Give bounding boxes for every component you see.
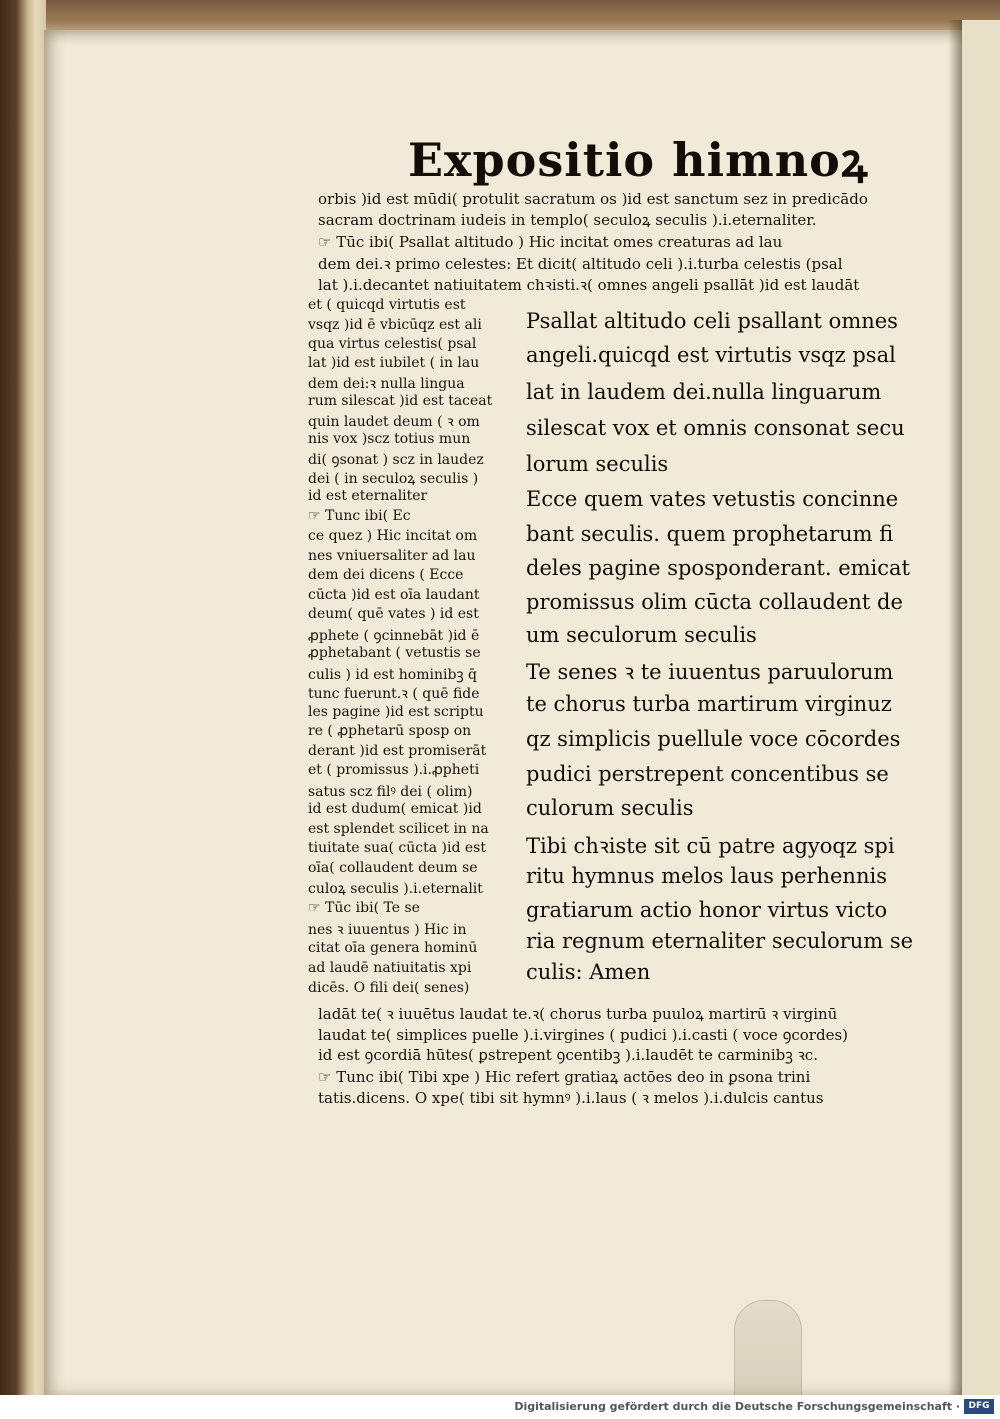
gloss-line: cūcta )id est oīa laudant [308,587,480,603]
hymn-line: culis: Amen [526,960,651,984]
commentary-line: ☞ Tunc ibi( Tibi xpe ) Hic refert gratiaꝝ actōes deo in ꝑsona trini [318,1068,811,1086]
hymn-line: ritu hymnus melos laus perhennis [526,864,887,888]
hymn-line: bant seculis. quem prophetarum fi [526,522,894,546]
gloss-line: ꝓphete ( ꝯcinnebāt )id ē [308,628,480,644]
gloss-line: ☞ Tūc ibi( Te se [308,900,420,916]
commentary-line: tatis.dicens. O xpe( tibi sit hymnꝰ ).i.laus ( ꝛ melos ).i.dulcis cantus [318,1089,824,1107]
hymn-line: angeli.quicqd est virtutis vsqz psal [526,343,896,367]
gloss-line: ad laudē natiuitatis xpi [308,960,472,976]
gloss-line: dicēs. O fili dei( senes) [308,980,470,996]
gloss-line: id est dudum( emicat )id [308,801,482,817]
hymn-line: Tibi chꝛiste sit cū patre agyoqz spi [526,834,895,858]
commentary-line: orbis )id est mūdi( protulit sacratum os )id est sanctum sez in predicādo [318,190,868,208]
gloss-line: les pagine )id est scriptu [308,704,484,720]
gloss-line: nes ꝛ iuuentus ) Hic in [308,922,467,938]
hymn-line: um seculorum seculis [526,623,757,647]
hymn-line: lat in laudem dei.nulla linguarum [526,380,882,404]
gloss-line: dei ( in seculoꝝ seculis ) [308,471,479,487]
gloss-line: vsqz )id ē vbicūqz est ali [308,317,482,333]
gloss-line: ☞ Tunc ibi( Ec [308,508,411,524]
gloss-line: ce quez ) Hic incitat om [308,528,478,544]
hymn-line: deles pagine sposponderant. emicat [526,556,910,580]
page-clip-shadow [734,1300,802,1395]
commentary-line: ☞ Tūc ibi( Psallat altitudo ) Hic incitat omes creaturas ad lau [318,233,783,251]
facing-page-edge [962,20,1000,1395]
hymn-line: Te senes ꝛ te iuuentus paruulorum [526,660,894,684]
commentary-line: sacram doctrinam iudeis in templo( seculoꝝ seculis ).i.eternaliter. [318,211,817,229]
gloss-line: tiuitate sua( cūcta )id est [308,840,486,856]
hymn-line: qz simplicis puellule voce cōcordes [526,727,901,751]
footer-bar [0,1395,1000,1419]
commentary-line: dem dei.ꝛ primo celestes: Et dicit( altitudo celi ).i.turba celestis (psal [318,255,843,273]
gloss-line: quin laudet deum ( ꝛ om [308,414,480,430]
gloss-line: nes vniuersaliter ad lau [308,548,476,564]
gloss-line: deum( quē vates ) id est [308,606,479,622]
gloss-line: qua virtus celestis( psal [308,336,477,352]
commentary-line: id est ꝯcordiā hūtes( ꝑstrepent ꝯcentibꝫ ).i.laudēt te carminibꝫ ꝛc. [318,1046,818,1064]
gloss-line: di( ꝯsonat ) scz in laudez [308,452,484,468]
gloss-line: re ( ꝓphetarū sposp on [308,723,472,739]
gloss-line: est splendet scilicet in na [308,821,489,837]
hymn-line: Psallat altitudo celi psallant omnes [526,309,898,333]
gloss-line: et ( promissus ).i.ꝓpheti [308,762,480,778]
gloss-line: nis vox )scz totius mun [308,431,471,447]
commentary-line: ladāt te( ꝛ iuuētus laudat te.ꝛ( chorus turba puuloꝝ martirū ꝛ virginū [318,1005,838,1023]
hymn-line: ria regnum eternaliter seculorum se [526,929,914,953]
page-heading: Expositio himnoꝝ [408,133,869,187]
gloss-line: et ( quicqd virtutis est [308,297,466,313]
gloss-line: lat )id est iubilet ( in lau [308,355,480,371]
dfg-logo: DFG [964,1399,994,1414]
hymn-line: Ecce quem vates vetustis concinne [526,487,899,511]
gloss-line: oīa( collaudent deum se [308,860,478,876]
commentary-line: laudat te( simplices puelle ).i.virgines ( pudici ).i.casti ( voce ꝯcordes) [318,1026,849,1044]
hymn-line: culorum seculis [526,796,694,820]
hymn-line: te chorus turba martirum virginuz [526,692,892,716]
gloss-line: satus scz filꝰ dei ( olim) [308,784,473,800]
gloss-line: rum silescat )id est taceat [308,393,493,409]
gloss-line: id est eternaliter [308,488,428,504]
gloss-line: tunc fuerunt.ꝛ ( quē fide [308,686,480,702]
hymn-line: lorum seculis [526,452,669,476]
gloss-line: derant )id est promiserāt [308,743,487,759]
gloss-line: dem dei:ꝛ nulla lingua [308,376,465,392]
commentary-line: lat ).i.decantet natiuitatem chꝛisti.ꝛ( omnes angeli psallāt )id est laudāt [318,276,860,294]
hymn-line: promissus olim cūcta collaudent de [526,590,903,614]
gloss-line: ꝓphetabant ( vetustis se [308,645,481,661]
funding-notice: Digitalisierung gefördert durch die Deutsche Forschungsgemeinschaft · [514,1400,960,1413]
gloss-line: citat oīa genera hominū [308,940,478,956]
hymn-line: pudici perstrepent concentibus se [526,762,889,786]
book-left-edge [0,0,46,1395]
gloss-line: culoꝝ seculis ).i.eternalit [308,881,483,897]
hymn-line: gratiarum actio honor virtus victo [526,898,888,922]
hymn-line: silescat vox et omnis consonat secu [526,416,905,440]
gloss-line: culis ) id est hominibꝫ q̄ [308,667,478,683]
gloss-line: dem dei dicens ( Ecce [308,567,464,583]
